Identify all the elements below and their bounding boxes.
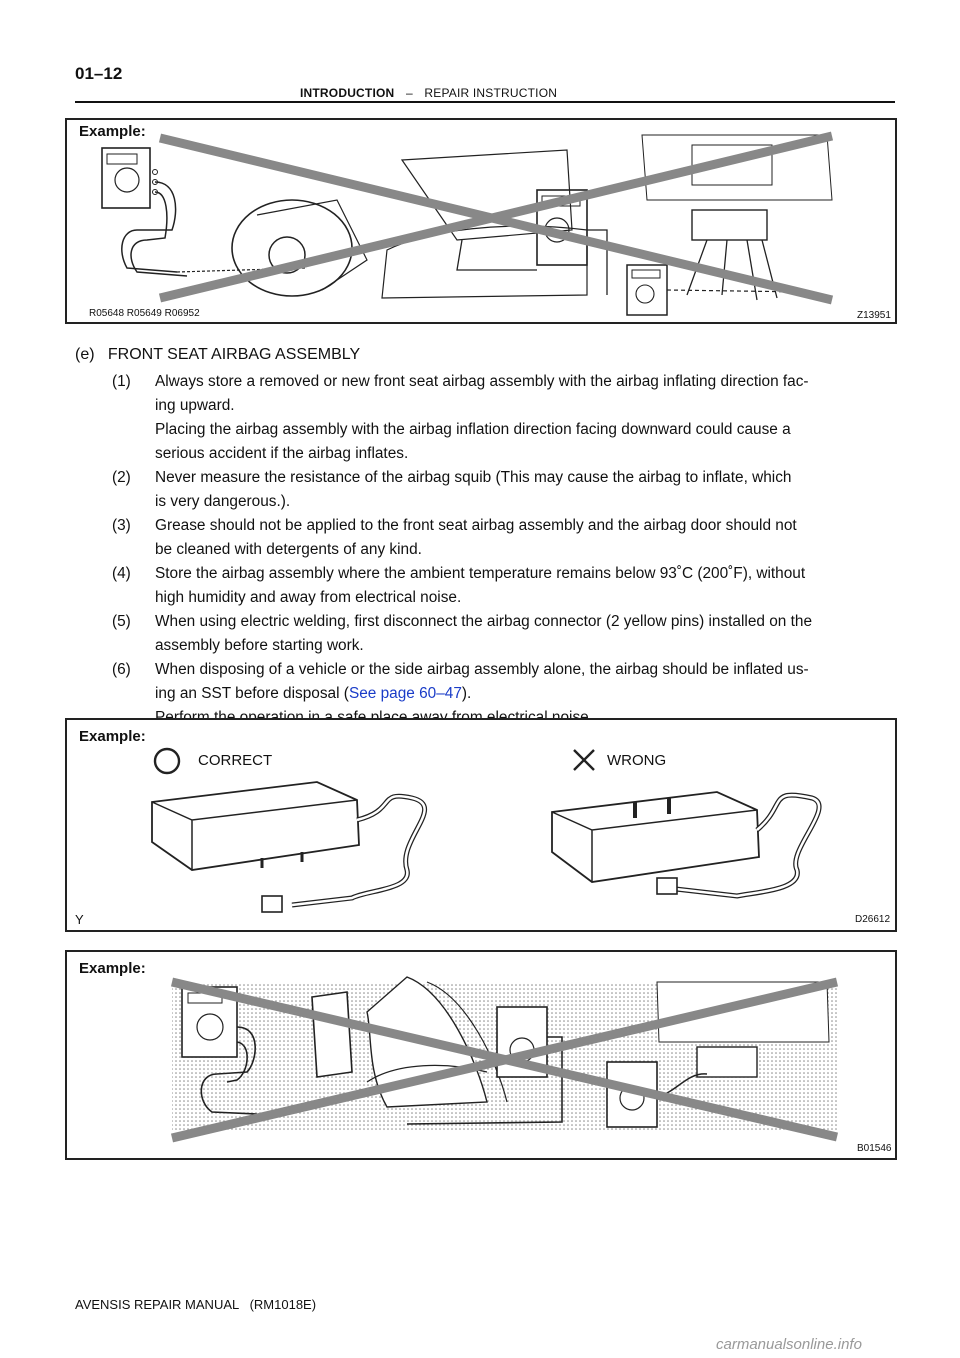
item-line: is very dangerous.). [155,493,291,510]
figure3-label: Example: [79,960,146,977]
page-number: 01–12 [75,64,123,83]
airbag-storage-illustration [67,720,895,930]
item-text: ing an SST before disposal ( [155,685,349,702]
watermark[interactable]: carmanualsonline.info [716,1336,862,1353]
item-line: Always store a removed or new front seat airbag assembly with the airbag inflating direction fac- [155,373,809,390]
figure-airbag-storage [65,718,897,932]
figure1-ref-codes: R05648 R05649 R06952 [89,308,200,319]
figure-multimeter-wrong-1 [65,118,897,324]
item-number: (1) [112,373,131,390]
header-subsection: REPAIR INSTRUCTION [424,86,558,100]
item-line: Never measure the resistance of the airbag squib (This may cause the airbag to inflate, which [155,469,792,486]
item-line: Placing the airbag assembly with the airbag inflation direction facing downward could cause a [155,421,791,438]
figure2-label: Example: [79,728,146,745]
figure2-code: D26612 [855,914,891,925]
page-header [300,86,557,100]
item-number: (2) [112,469,131,486]
figure1-code: Z13951 [857,310,891,321]
header-section: INTRODUCTION [300,86,395,100]
item-line: Grease should not be applied to the front seat airbag assembly and the airbag door should not [155,517,797,534]
figure1-label: Example: [79,123,146,140]
item-number: (3) [112,517,131,534]
wrong-label: WRONG [607,752,667,769]
item-line: serious accident if the airbag inflates. [155,445,409,462]
multimeter-illustration-1 [67,120,895,322]
item-text: ). [461,685,472,702]
item-line: When disposing of a vehicle or the side airbag assembly alone, the airbag should be inflated us- [155,661,809,678]
item-line: Store the airbag assembly where the ambient temperature remains below 93˚C (200˚F), without [155,565,806,582]
see-page-link[interactable]: See page 60–47 [348,685,462,702]
item-line: assembly before starting work. [155,637,364,654]
item-line: high humidity and away from electrical noise. [155,589,462,606]
multimeter-illustration-2 [67,952,895,1158]
correct-label: CORRECT [198,752,273,769]
header-separator: – [405,86,413,100]
item-line: be cleaned with detergents of any kind. [155,541,422,558]
section-heading: (e) FRONT SEAT AIRBAG ASSEMBLY [75,346,361,363]
header-rule [75,101,895,103]
figure2-corner-mark: Y [75,912,84,927]
figure3-code: B01546 [857,1143,892,1154]
item-line: ing upward. [155,397,235,414]
item-number: (6) [112,661,131,678]
page-footer: AVENSIS REPAIR MANUAL (RM1018E) [75,1297,317,1312]
item-line [155,682,897,706]
item-line: When using electric welding, first disconnect the airbag connector (2 yellow pins) installed on the [155,613,813,630]
figure-multimeter-wrong-2 [65,950,897,1160]
item-number: (5) [112,613,131,630]
item-number: (4) [112,565,131,582]
